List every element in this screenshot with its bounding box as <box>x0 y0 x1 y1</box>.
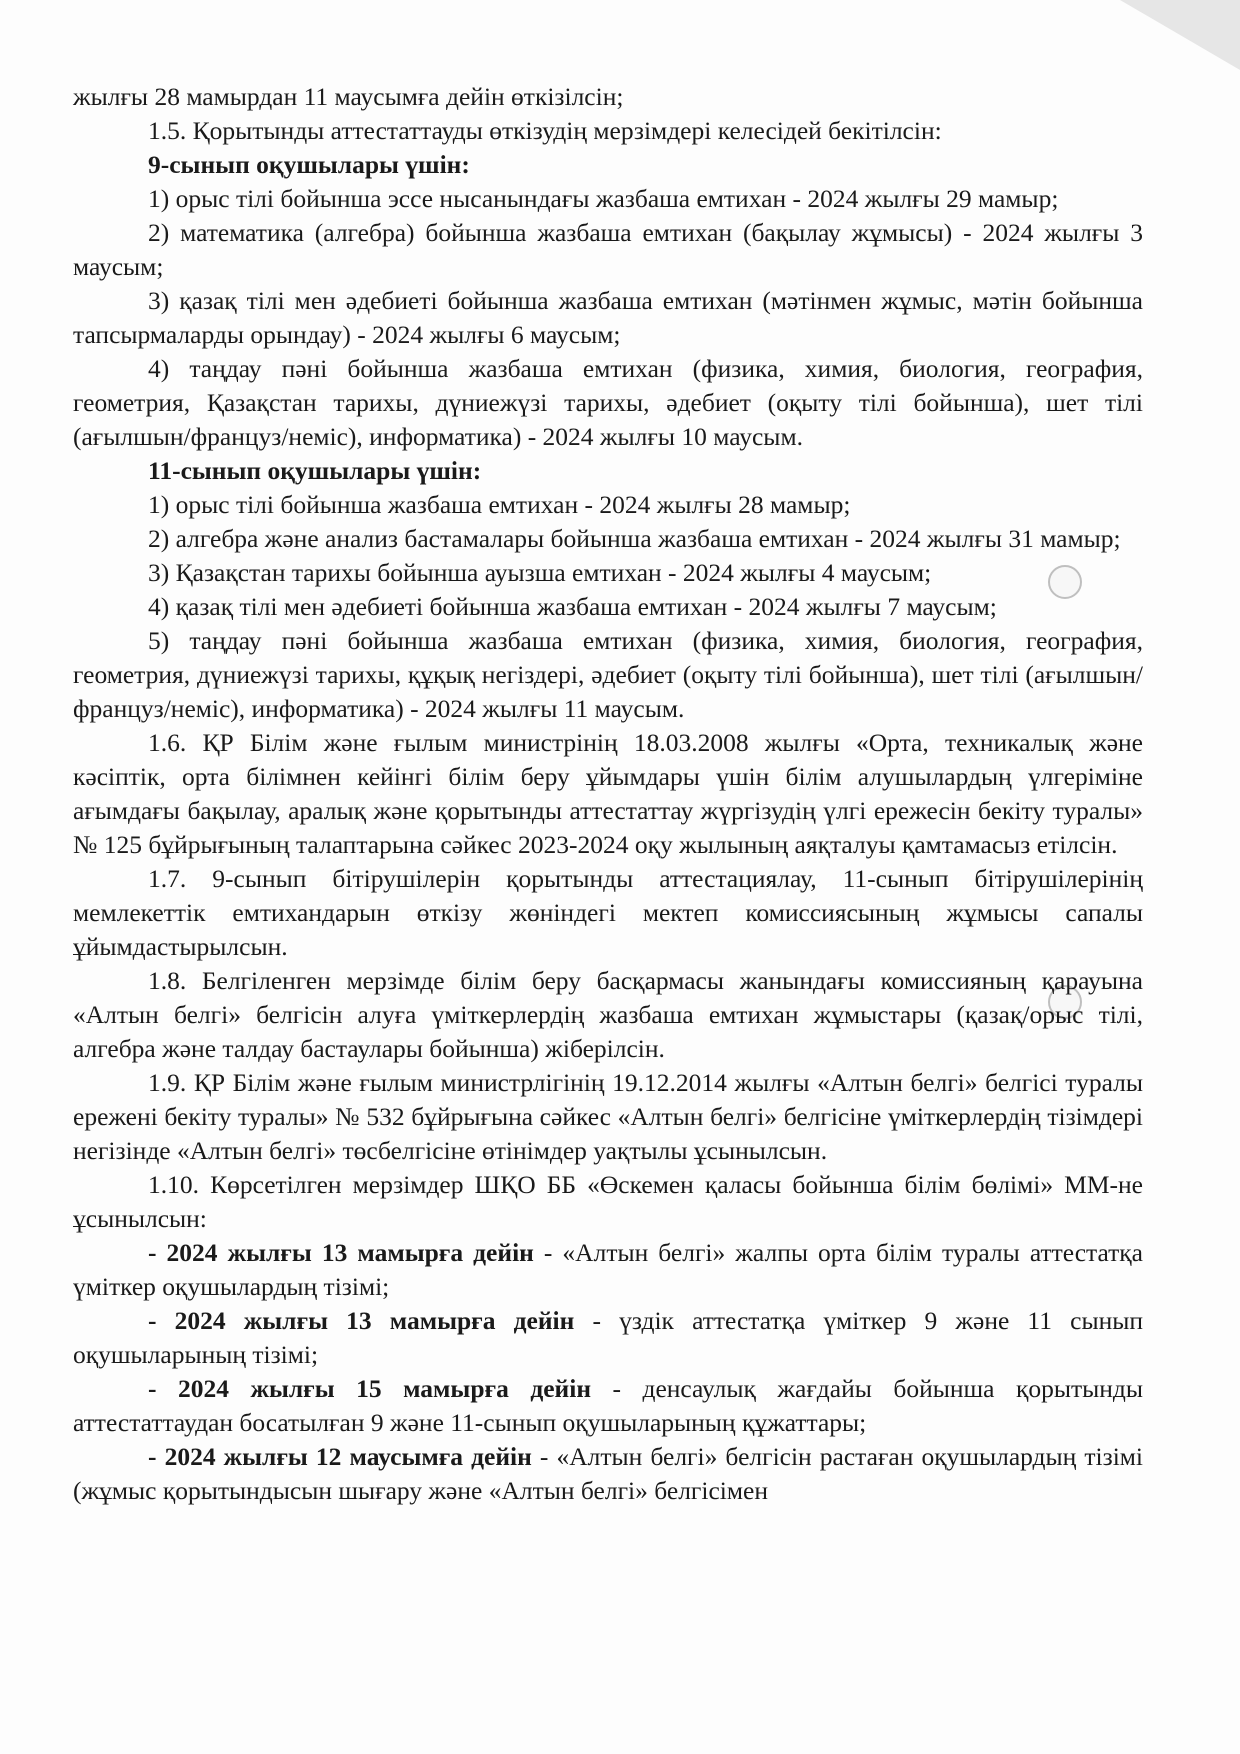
deadline-label: - 2024 жылғы 13 мамырға дейін <box>148 1306 575 1335</box>
deadline-label: - 2024 жылғы 12 маусымға дейін <box>148 1442 532 1471</box>
paragraph <box>73 1066 1143 1168</box>
deadline-label: - 2024 жылғы 13 мамырға дейін <box>148 1238 534 1267</box>
paragraph <box>73 964 1143 1066</box>
paragraph-text: 1.6. ҚР Білім және ғылым министрінің 18.03.2008 жылғы «Орта, техникалық және кәсіптік, орта білімнен кейінгі білім беру ұйымдары үшін білім алушылардың үлгеріміне ағымдағы бақылау, аралық және қорытынды аттестаттау жүргізудің үлгі ережесін бекіту туралы» № 125 бұйрығының талаптарына сәйкес 2023-2024 оқу жылының аяқталуы қамтамасыз етілсін. <box>73 728 1143 859</box>
paragraph <box>73 80 1143 114</box>
paragraph-text: 1.5. Қорытынды аттестаттауды өткізудің мерзімдері келесідей бекітілсін: <box>148 116 942 145</box>
paragraph <box>73 726 1143 862</box>
paragraph-text: 11-сынып оқушылары үшін: <box>148 456 482 485</box>
paragraph <box>73 182 1143 216</box>
document-body <box>73 80 1143 1508</box>
paragraph-text: 1.10. Көрсетілген мерзімдер ШҚО ББ «Өскемен қаласы бойынша білім бөлімі» ММ-не ұсынылсын: <box>73 1170 1143 1233</box>
paragraph <box>73 1304 1143 1372</box>
paragraph-text: жылғы 28 мамырдан 11 маусымға дейін өткізілсін; <box>73 82 624 111</box>
paragraph-text: 1) орыс тілі бойынша жазбаша емтихан - 2024 жылғы 28 мамыр; <box>148 490 851 519</box>
paragraph-text: 1.8. Белгіленген мерзімде білім беру басқармасы жанындағы комиссияның қарауына «Алтын белгі» белгісін алуға үміткерлердің жазбаша емтихан жұмыстары (қазақ/орыс тілі, алгебра және талдау бастаулары бойынша) жіберілсін. <box>73 966 1143 1063</box>
section-heading <box>73 454 1143 488</box>
paragraph-text: - үздік аттестатқа үміткер 9 және 11 сынып оқушыларының тізімі; <box>73 1306 1143 1369</box>
paragraph-text: 2) математика (алгебра) бойынша жазбаша емтихан (бақылау жұмысы) - 2024 жылғы 3 маусым; <box>73 218 1143 281</box>
paragraph-text: - денсаулық жағдайы бойынша қорытынды аттестаттаудан босатылған 9 және 11-сынып оқушыларының құжаттары; <box>73 1374 1143 1437</box>
paragraph-text: 2) алгебра және анализ бастамалары бойынша жазбаша емтихан - 2024 жылғы 31 мамыр; <box>148 524 1121 553</box>
paragraph-text: 3) Қазақстан тарихы бойынша ауызша емтихан - 2024 жылғы 4 маусым; <box>148 558 932 587</box>
paragraph-text: 3) қазақ тілі мен әдебиеті бойынша жазбаша емтихан (мәтінмен жұмыс, мәтін бойынша тапсырмаларды орындау) - 2024 жылғы 6 маусым; <box>73 286 1143 349</box>
paragraph <box>73 624 1143 726</box>
paragraph-text: 4) қазақ тілі мен әдебиеті бойынша жазбаша емтихан - 2024 жылғы 7 маусым; <box>148 592 997 621</box>
paragraph <box>73 114 1143 148</box>
paragraph <box>73 862 1143 964</box>
paragraph-text: - «Алтын белгі» жалпы орта білім туралы аттестатқа үміткер оқушылардың тізімі; <box>73 1238 1143 1301</box>
section-heading <box>73 148 1143 182</box>
paragraph <box>73 488 1143 522</box>
paragraph-text: 5) таңдау пәні бойынша жазбаша емтихан (физика, химия, биология, география, геометрия, дүниежүзі тарихы, құқық негіздері, әдебиет (оқыту тілі бойынша), шет тілі (ағылшын/француз/неміс), информатика) - 2024 жылғы 11 маусым. <box>73 626 1143 723</box>
paragraph-text: - «Алтын белгі» белгісін растаған оқушылардың тізімі (жұмыс қорытындысын шығару және «Алтын белгі» белгісімен <box>73 1442 1143 1505</box>
paragraph-text: 9-сынып оқушылары үшін: <box>148 150 470 179</box>
paragraph <box>73 352 1143 454</box>
paragraph-text: 1.9. ҚР Білім және ғылым министрлігінің 19.12.2014 жылғы «Алтын белгі» белгісі туралы ережені бекіту туралы» № 532 бұйрығына сәйкес «Алтын белгі» белгісіне үміткерлердің тізімдері негізінде «Алтын белгі» төсбелгісіне өтінімдер уақтылы ұсынылсын. <box>73 1068 1143 1165</box>
paragraph <box>73 1372 1143 1440</box>
paragraph <box>73 1440 1143 1508</box>
deadline-label: - 2024 жылғы 15 мамырға дейін <box>148 1374 592 1403</box>
paragraph-text: 4) таңдау пәні бойынша жазбаша емтихан (физика, химия, биология, география, геометрия, Қазақстан тарихы, дүниежүзі тарихы, әдебиет (оқыту тілі бойынша), шет тілі (ағылшын/француз/неміс), информатика) - 2024 жылғы 10 маусым. <box>73 354 1143 451</box>
page-corner-fold <box>1120 0 1240 70</box>
paragraph <box>73 1236 1143 1304</box>
paragraph <box>73 216 1143 284</box>
paragraph <box>73 590 1143 624</box>
paragraph-text: 1.7. 9-сынып бітірушілерін қорытынды аттестациялау, 11-сынып бітірушілерінің мемлекеттік емтихандарын өткізу жөніндегі мектеп комиссиясының жұмысы сапалы ұйымдастырылсын. <box>73 864 1143 961</box>
paragraph <box>73 522 1143 556</box>
paragraph <box>73 556 1143 590</box>
paragraph <box>73 1168 1143 1236</box>
paragraph <box>73 284 1143 352</box>
paragraph-text: 1) орыс тілі бойынша эссе нысанындағы жазбаша емтихан - 2024 жылғы 29 мамыр; <box>148 184 1059 213</box>
